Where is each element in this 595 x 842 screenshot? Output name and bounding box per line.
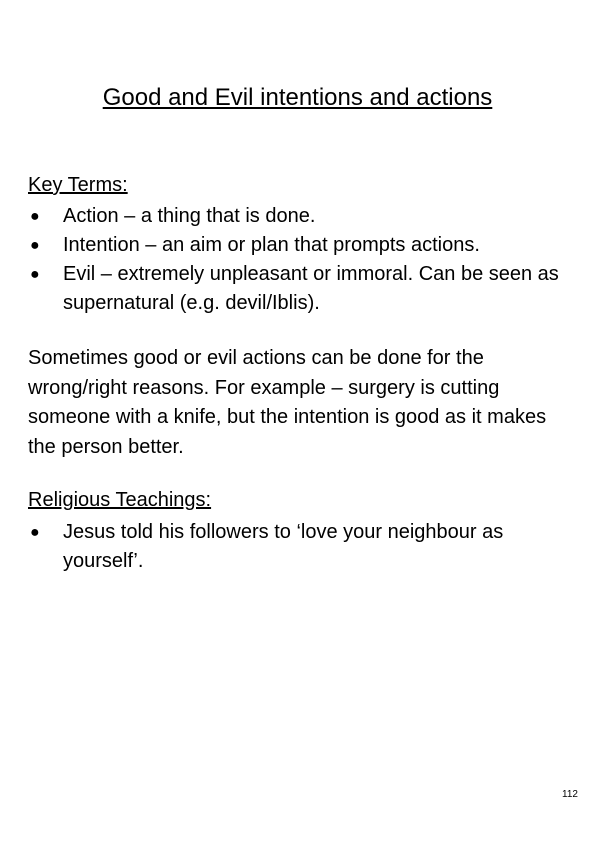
- religious-teachings-list: [28, 518, 573, 576]
- key-terms-list: [28, 202, 573, 318]
- key-term-intention: Intention – an aim or plan that prompts actions.: [63, 234, 480, 256]
- religious-teachings-heading: Religious Teachings:: [28, 489, 212, 511]
- bullet-icon: ●: [30, 524, 40, 541]
- key-terms-heading: Key Terms:: [28, 174, 128, 196]
- list-item: [28, 260, 573, 318]
- body-paragraph: Sometimes good or evil actions can be done for the wrong/right reasons. For example – surgery is cutting someone with a knife, but the intention is good as it makes the person better.: [28, 347, 547, 458]
- bullet-icon: ●: [30, 266, 40, 283]
- list-item: [28, 231, 573, 260]
- page-title: Good and Evil intentions and actions: [102, 84, 493, 111]
- bullet-icon: ●: [30, 208, 40, 225]
- bullet-icon: ●: [30, 237, 40, 254]
- page-number: 112: [562, 789, 578, 800]
- teaching-jesus: Jesus told his followers to ‘love your neighbour as yourself’.: [63, 521, 504, 572]
- key-term-evil: Evil – extremely unpleasant or immoral. Can be seen as supernatural (e.g. devil/Iblis).: [63, 263, 559, 314]
- list-item: [28, 518, 573, 576]
- key-term-action: Action – a thing that is done.: [63, 205, 316, 227]
- list-item: [28, 202, 573, 231]
